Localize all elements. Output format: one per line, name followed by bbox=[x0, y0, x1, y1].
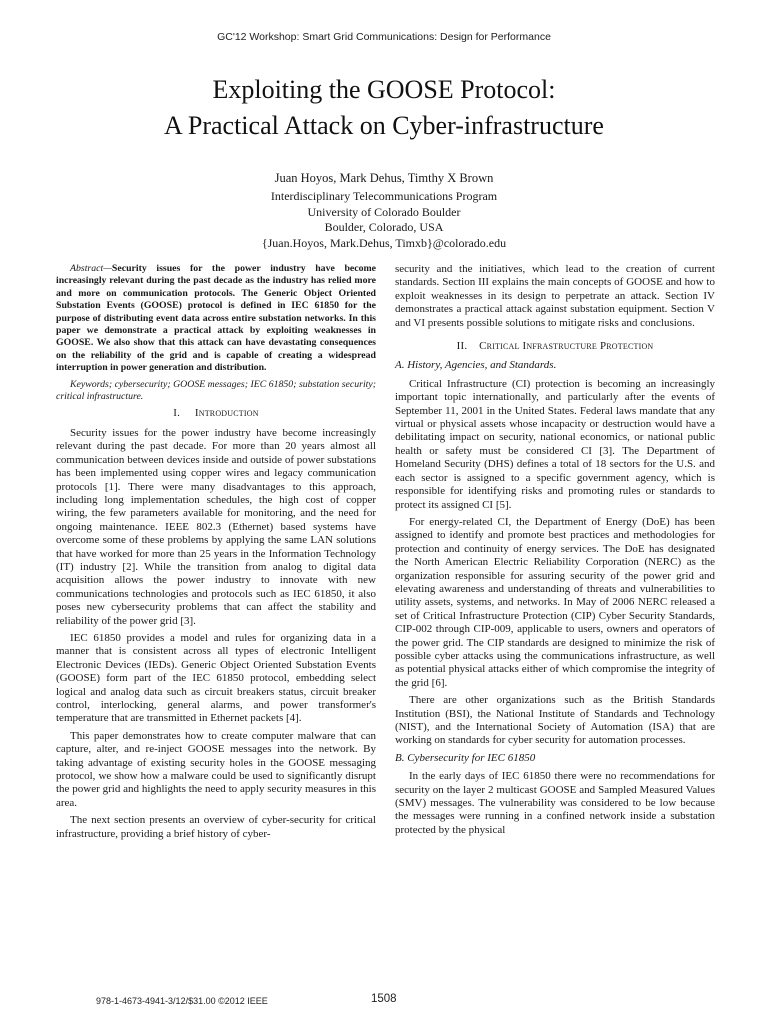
affiliation-emails: {Juan.Hoyos, Mark.Dehus, Timxb}@colorado.edu bbox=[261, 235, 507, 250]
affiliation-program: Interdisciplinary Telecommunications Program bbox=[270, 189, 498, 203]
page-number: 1508 bbox=[371, 993, 397, 1005]
keywords: Keywords; cybersecurity; GOOSE messages; IEC 61850; substation security; critical infrastructure. bbox=[56, 378, 376, 403]
intro-paragraph-3: This paper demonstrates how to create computer malware that can capture, alter, and re-inject GOOSE messages into the network. By taking advantage of existing security holes in the GOOSE messaging protocol, we show how a malware could be used to significantly disrupt the power grid and highlights the need to apply security measures in this area. bbox=[56, 729, 376, 809]
cip-paragraph-1: Critical Infrastructure (CI) protection is becoming an increasingly important topic internationally, and particularly after the events of September 11, 2001 in the United States. Federal laws mandate that any virtual or physical assets whose incapacity or destruction would have a debilitating impact on security, national economics, or national public health or safety must be considered CI [3]. The Department of Homeland Security (DHS) defines a total of 18 sectors for the U.S. and each sector is assigned to a specific government agency, which is responsible for identifying risks and promoting rules or standards to protect its assigned CI [5]. bbox=[395, 377, 715, 511]
running-header: GC'12 Workshop: Smart Grid Communications: Design for Performance bbox=[217, 31, 551, 43]
section-number: I. bbox=[173, 407, 181, 420]
subsection-heading-iec61850: B. Cybersecurity for IEC 61850 bbox=[395, 751, 536, 764]
paper-title bbox=[0, 72, 768, 144]
subsection-heading-history: A. History, Agencies, and Standards. bbox=[395, 359, 557, 372]
intro-continuation: security and the initiatives, which lead to the creation of current standards. Section III explains the main concepts of GOOSE and how to exploit weaknesses in its design to perpetrate an attack. Section IV demonstrates a practical attack against substation equipment. Section V and VI presents possible solutions to mitigate risks and conclusions. bbox=[395, 263, 715, 329]
intro-paragraph-1: Security issues for the power industry have become increasingly relevant during the past decade. For more than 20 years almost all communication between devices inside and outside of power substations has been implemented using copper wires and legacy communication protocols [1]. There were many disadvantages to this approach, including long implementation schedules, the high cost of copper wiring, the few parameters available for monitoring, and the need for ongoing maintenance. IEEE 802.3 (Ethernet) based systems have overcome some of these problems by applying the same LAN solutions that have worked for more than 25 years in the Information Technology (IT) industry [2]. While the transition from analog to digital data acquisition allows the power industry to innovate with new communications technologies and protocols such as IEC 61850, it also poses new cybersecurity problems that can affect the stability and reliability of the power grid [3]. bbox=[56, 426, 376, 627]
abstract bbox=[56, 263, 376, 375]
cip-paragraph-3: There are other organizations such as the British Standards Institution (BSI), the National Institute of Standards and Technology (NIST), and the International Society of Automation (ISA) that are working on standards for cyber security for automation processes. bbox=[395, 694, 715, 747]
right-column bbox=[395, 263, 715, 841]
section-heading-introduction bbox=[56, 407, 376, 420]
affiliation-location: Boulder, Colorado, USA bbox=[324, 220, 444, 235]
author-list: Juan Hoyos, Mark Dehus, Timthy X Brown bbox=[274, 171, 494, 185]
intro-paragraph-4: The next section presents an overview of cyber-security for critical infrastructure, providing a brief history of cyber- bbox=[56, 814, 376, 840]
section-title: Critical Infrastructure Protection bbox=[479, 340, 654, 353]
iec-paragraph-1: In the early days of IEC 61850 there were no recommendations for security on the layer 2 multicast GOOSE and Sampled Measured Values (SMV) messages. The vulnerability was considered to be low because the messages were running in a confined network inside a substation protected by the physical bbox=[395, 770, 715, 836]
section-title: Introduction bbox=[194, 407, 259, 420]
section-number: II. bbox=[456, 340, 468, 353]
intro-paragraph-2: IEC 61850 provides a model and rules for organizing data in a manner that is consistent across all types of electronic Intelligent Electronic Devices (IEDs). Generic Object Oriented Substation Events (GOOSE) form part of the IEC 61850 protocol, embedding select logical and analog data such as circuit breakers status, circuit breaker control, interlocking, general alarms, and power transformer's temperature that are transmitted in Ethernet packets [4]. bbox=[56, 631, 376, 725]
title-line-2: A Practical Attack on Cyber-infrastructure bbox=[164, 111, 604, 140]
cip-paragraph-2: For energy-related CI, the Department of Energy (DoE) has been assigned to identify and promote best practices and methodologies for protection and continuity of energy services. The DoE has designated the North American Electric Reliability Corporation (NERC) as the organization responsible for assuring security of the power grid and elevating awareness and understanding of threats and vulnerabilities to utility assets, systems, and networks. In May of 2006 NERC released a set of Critical Infrastructure Protection (CIP) Cyber Security Standards, CIP-002 through CIP-009, applicable to users, owners and operators of the power grid. The CIP standards are designed to minimize the risk of possible cyber attacks using the communications infrastructure, as well as potential physical attacks either of which compromise the integrity of the grid [6]. bbox=[395, 515, 715, 689]
abstract-lead: Abstract— bbox=[70, 263, 112, 274]
affiliation-university: University of Colorado Boulder bbox=[307, 204, 461, 219]
footer-isbn: 978-1-4673-4941-3/12/$31.00 ©2012 IEEE bbox=[96, 996, 268, 1006]
abstract-text: Security issues for the power industry have become increasingly relevant during the past decade as the industry has relied more and more on communication protocols. The Generic Object Oriented Substation Events (GOOSE) protocol is defined in IEC 61850 for the purpose of distributing event data across entire substation networks. In this paper we demonstrate a practical attack by exploiting weaknesses in GOOSE. We also show that this attack can have devastating consequences on the reliability of the grid and is capable of creating a widespread interruption in power generation and distribution. bbox=[56, 263, 376, 374]
section-heading-cip bbox=[395, 340, 715, 353]
left-column bbox=[56, 263, 376, 845]
affiliation-block bbox=[0, 189, 768, 251]
title-line-1: Exploiting the GOOSE Protocol: bbox=[212, 75, 556, 104]
